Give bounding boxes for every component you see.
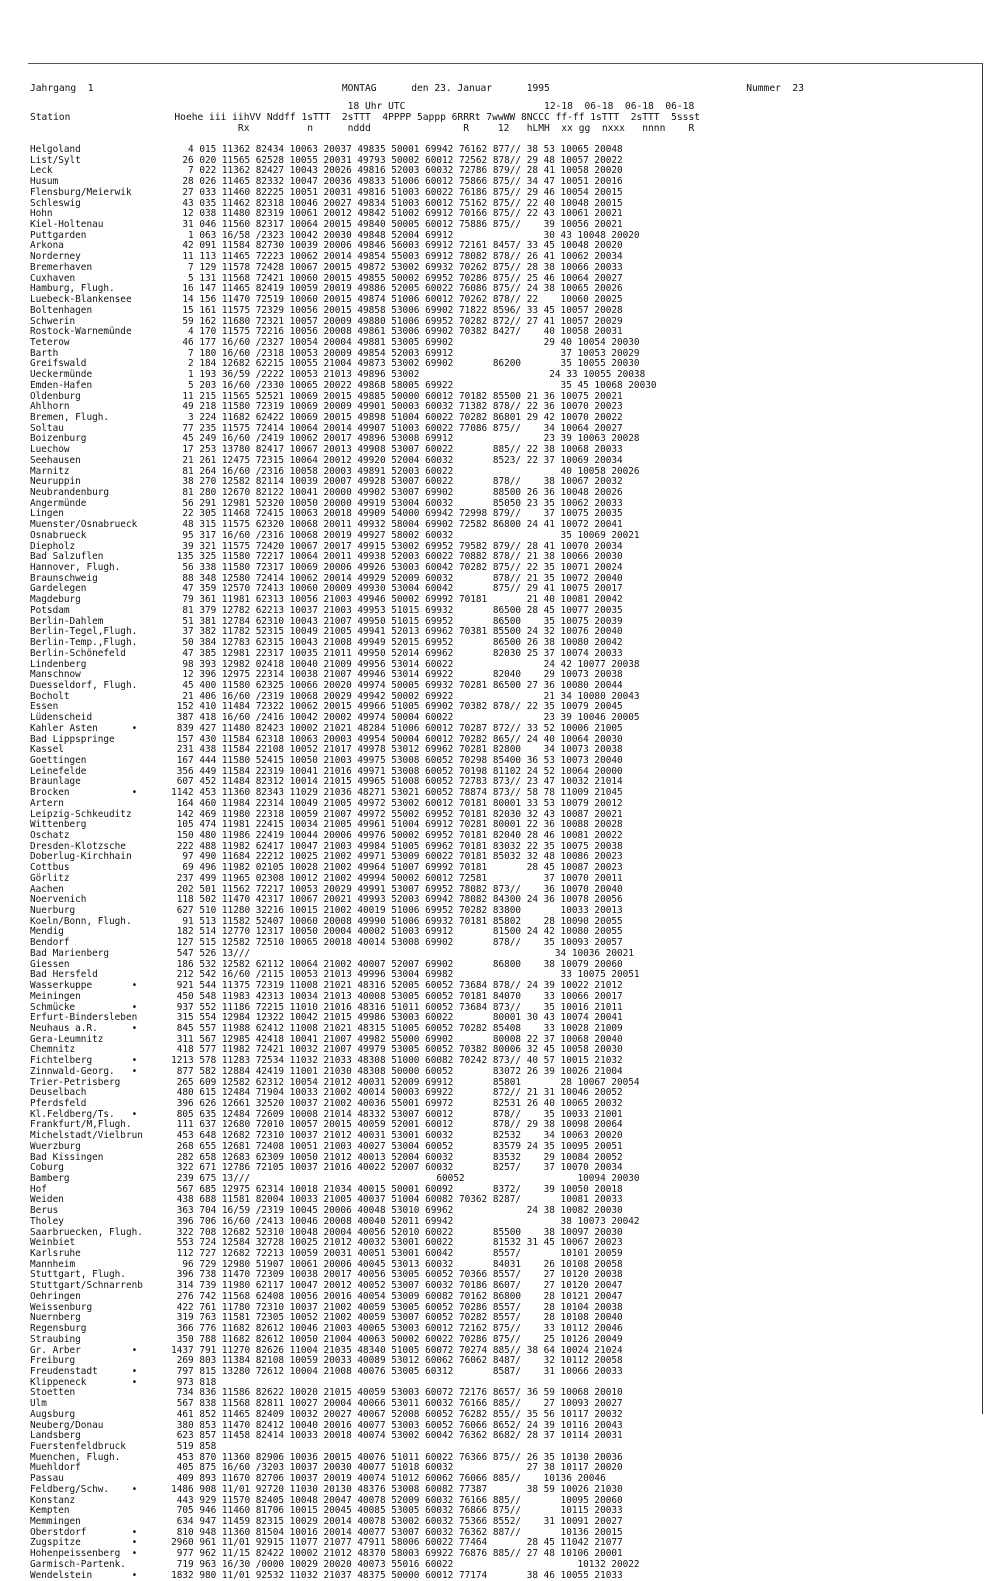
table-row: Aachen 202 501 11562 72217 10053 20029 49991 53007 69952 78082 873// 36 10070 20040 [30, 883, 623, 895]
table-row: Puttgarden 1 063 16/58 /2323 10042 20030 49848 52004 69912 30 43 10048 20020 [30, 229, 640, 241]
table-row: Augsburg 461 852 11465 82409 10032 20027 40067 52008 60052 76282 855// 35 56 10117 20032 [30, 1408, 623, 1420]
table-row: Flensburg/Meierwik 27 033 11460 82225 10051 20031 49816 51003 60022 76186 875// 29 46 10054 20015 [30, 186, 623, 198]
table-row: Neuberg/Donau 380 853 11470 82412 10040 20016 40077 53003 60052 76066 8652/ 24 39 10116 20043 [30, 1419, 623, 1431]
table-row: Cottbus 69 496 11982 02105 10028 21002 49964 51007 69992 70181 28 45 10087 20023 [30, 862, 623, 874]
table-row: Bremerhaven 7 129 11578 72428 10067 20015 49872 53002 69932 70262 875// 28 38 10066 20033 [30, 261, 623, 273]
table-row: Pferdsfeld 396 626 12661 32520 10037 21002 40036 55001 69972 82531 26 40 10065 20032 [30, 1097, 623, 1109]
table-row: Osnabrueck 95 317 16/60 /2316 10068 20019 49927 58002 60032 35 10069 20021 [30, 529, 640, 541]
table-row: Leinefelde 356 449 11584 22319 10041 21016 49971 53008 60052 70198 81102 24 52 10064 20000 [30, 765, 623, 777]
table-row: Kl.Feldberg/Ts. • 805 635 12484 72609 10008 21014 48332 53007 60012 878// 35 10033 21001 [30, 1108, 623, 1120]
table-row: Diepholz 39 321 11575 72420 10067 20017 49915 53002 69952 79582 879// 28 41 10070 20034 [30, 540, 623, 552]
table-row: Boizenburg 45 249 16/60 /2419 10062 20017 49896 53008 69912 23 39 10063 20028 [30, 433, 640, 445]
table-row: Goettingen 167 444 11580 52415 10050 21003 49975 53008 60052 70298 85400 36 53 10073 20040 [30, 754, 623, 766]
table-row: Hannover, Flugh. 56 338 11580 72317 10069 20006 49926 53003 60042 70282 875// 22 35 10071 20024 [30, 562, 623, 574]
table-row: Nuerburg 627 510 11280 32216 10015 21002 40019 51006 69952 70282 83800 10033 20013 [30, 905, 623, 917]
table-row: Seehausen 21 261 12475 72315 10064 20012 49920 52004 60032 8523/ 22 37 10069 20034 [30, 454, 623, 466]
table-row: Oberstdorf • 810 948 11360 81504 10016 20014 40077 53007 60032 76362 887// 10136 20015 [30, 1526, 623, 1538]
table-row: Schwerin 59 162 11680 72321 10057 20009 49880 51006 69952 70282 872// 27 41 10057 20029 [30, 315, 623, 327]
table-row: Magdeburg 79 361 11981 62313 10056 21003 49946 50002 69992 70181 21 40 10081 20042 [30, 594, 623, 606]
table-row: Chemnitz 418 577 11982 72421 10032 21007 49979 53005 60052 70382 80006 32 45 10058 20030 [30, 1044, 623, 1056]
table-row: Kahler Asten • 839 427 11480 82423 10002 21021 48284 51006 60012 70287 872// 33 52 10006 21005 [30, 722, 623, 734]
table-row: Trier-Petrisberg 265 609 12582 62312 10054 21012 40031 52009 69912 85801 28 10067 20054 [30, 1076, 640, 1088]
table-row: Braunschweig 88 348 12580 72414 10062 20014 49929 52009 60032 878// 21 35 10072 20040 [30, 572, 623, 584]
table-row: Marnitz 81 264 16/60 /2316 10058 20003 49891 52003 60022 40 10058 20026 [30, 465, 640, 477]
table-row: Weinbiet 553 724 12584 32728 10025 21012 40032 53001 60022 81532 31 45 10067 20023 [30, 1237, 623, 1249]
table-row: Dresden-Klotzsche 222 488 11982 62417 10047 21003 49984 51005 69962 70181 83032 22 35 10075 20038 [30, 840, 623, 852]
table-row: Muehldorf 405 875 16/60 /3203 10037 20030 40077 51018 60032 27 38 10117 20020 [30, 1462, 623, 1474]
table-row: Greifswald 2 184 12682 62215 10055 21004 49873 53002 69902 86200 35 10055 20030 [30, 358, 640, 370]
table-row: Passau 409 893 11670 82706 10037 20019 40074 51012 60062 76066 885// 10136 20046 [30, 1473, 606, 1485]
table-row: Nuernberg 319 763 11581 72305 10052 21002 40059 53007 60052 70282 8557/ 28 10108 20040 [30, 1312, 623, 1324]
table-row: Leck 7 022 11362 82427 10043 20026 49816 52003 60032 72786 879// 28 41 10058 20020 [30, 165, 623, 177]
table-row: Michelstadt/Vielbrun 453 648 12682 72310 10037 21012 40031 53001 60032 82532 34 10063 20020 [30, 1130, 623, 1142]
table-row: Brocken • 1142 453 11360 82343 11029 21036 48271 53021 60052 78874 873// 58 78 11009 21045 [30, 787, 623, 799]
table-row: Mendig 182 514 12770 12317 10050 20004 40002 51003 69912 81500 24 42 10080 20055 [30, 926, 623, 938]
table-row: Coburg 322 671 12786 72105 10037 21016 40022 52007 60032 8257/ 37 10070 20034 [30, 1162, 623, 1174]
table-row: Tholey 396 706 16/60 /2413 10046 20008 40040 52011 69942 38 10073 20042 [30, 1215, 640, 1227]
table-row: Potsdam 81 379 12782 62213 10037 21003 49953 51015 69932 86500 28 45 10077 20035 [30, 604, 623, 616]
table-row: Boltenhagen 15 161 11575 72329 10056 20015 49858 53006 69902 71822 8596/ 33 45 10057 20028 [30, 304, 623, 316]
table-row: Karlsruhe 112 727 12682 72213 10059 20031 40051 53001 60042 8557/ 10101 20059 [30, 1248, 623, 1260]
table-row: Bendorf 127 515 12582 72510 10065 20018 40014 53008 69902 878// 35 10093 20057 [30, 937, 623, 949]
table-row: Wendelstein • 1832 980 11/01 92532 11032 21037 48375 50000 60012 77174 38 46 10055 21033 [30, 1569, 623, 1581]
table-row: Hohenpeissenberg • 977 962 11/15 82422 10002 21012 48370 58003 69922 76876 885// 27 48 10106 20001 [30, 1548, 623, 1560]
table-row: Luechow 17 253 13780 82417 10067 20013 49908 53007 60022 885// 22 38 10068 20033 [30, 444, 623, 456]
table-row: Ahlhorn 49 218 11580 72319 10069 20009 49901 50003 60032 71382 878// 22 36 10070 20023 [30, 401, 623, 413]
table-row: Freiburg 269 803 11384 82108 10059 20033 40089 53012 60062 76062 8487/ 32 10112 20058 [30, 1355, 623, 1367]
table-row: Freudenstadt • 797 815 13280 72612 10004 21008 40076 53005 60312 8587/ 31 10066 20033 [30, 1365, 623, 1377]
table-row: Angermünde 56 291 12981 52320 10050 20000 49919 53004 60032 85050 23 35 10062 20033 [30, 497, 623, 509]
table-row: Garmisch-Partenk. 719 963 16/30 /0000 10029 20020 40073 55016 60022 10132 20022 [30, 1558, 640, 1570]
table-row: Leipzig-Schkeuditz 142 469 11980 22318 10059 21007 49972 55002 69952 70181 82030 32 43 10087 20021 [30, 808, 623, 820]
table-row: Stoetten 734 836 11586 82622 10020 21015 40059 53003 60072 72176 8657/ 36 59 10068 20010 [30, 1387, 623, 1399]
table-row: Muenster/Osnabrueck 48 315 11575 62320 10068 20011 49932 58004 69902 72582 86800 24 41 10072 20041 [30, 519, 623, 531]
table-row: Duesseldorf, Flugh. 45 400 11580 62325 10066 20020 49974 50005 69932 70281 86500 27 36 10080 20044 [30, 679, 623, 691]
table-row: Stuttgart/Schnarrenb 314 739 11980 62117 10047 20012 40052 53007 60032 70186 8607/ 27 10120 20047 [30, 1280, 623, 1292]
table-row: Cuxhaven 5 131 11568 72421 10060 20015 49855 50002 69952 70286 875// 25 46 10064 20027 [30, 272, 623, 284]
table-row: Bocholt 21 406 16/60 /2319 10068 20029 49942 50002 69922 21 34 10080 20043 [30, 690, 640, 702]
table-row: Memmingen 634 947 11459 82315 10029 20014 40078 53002 60032 75366 8552/ 31 10091 20027 [30, 1516, 623, 1527]
table-row: Bad Marienberg 547 526 13/// 34 10036 20021 [30, 947, 634, 959]
table-row: Regensburg 366 776 11682 82612 10046 21003 40065 53003 60012 72162 875// 33 10112 20046 [30, 1323, 623, 1335]
table-row: Ulm 567 838 11568 82811 10027 20004 40066 53011 60032 76166 885// 27 10093 20027 [30, 1398, 623, 1410]
table-row: Neubrandenburg 81 280 12670 82122 10041 20000 49902 53007 69902 88500 26 36 10048 20026 [30, 487, 623, 498]
table-row: Noervenich 118 502 11470 42317 10067 20021 49993 52003 69942 78082 84300 24 36 10078 20056 [30, 894, 623, 906]
table-row: Berlin-Dahlem 51 381 12784 62310 10043 21007 49950 51015 69952 86500 35 10075 20039 [30, 615, 623, 627]
table-row: Lingen 22 305 11468 72415 10063 20018 49909 54000 69942 72998 879// 37 10075 20035 [30, 508, 623, 520]
table-row: Frankfurt/M,Flugh. 111 637 12680 72010 10057 20015 40059 52001 60012 878// 29 38 10098 20064 [30, 1119, 623, 1131]
table-row: Neuruppin 38 270 12582 82114 10039 20007 49928 53007 60022 878// 38 10067 20032 [30, 476, 623, 488]
table-row: Hamburg, Flugh. 16 147 11465 82419 10059 20019 49886 52005 60022 76086 875// 24 38 10065 20026 [30, 283, 623, 295]
table-row: Husum 28 026 11465 82332 10047 20036 49833 51006 60012 75866 875// 34 47 10051 20016 [30, 176, 623, 188]
table-row: Stuttgart, Flugh. 396 738 11470 72309 10038 20017 40056 53005 60052 70366 8557/ 27 10120 20038 [30, 1269, 623, 1281]
table-row: Koeln/Bonn, Flugh. 91 513 11582 52407 10060 20008 49990 51006 69932 70181 85802 28 10090 20055 [30, 915, 623, 927]
table-row: Wuerzburg 268 655 12681 72408 10051 21003 40027 53004 60052 83579 24 35 10095 20051 [30, 1140, 623, 1152]
table-row: Wittenberg 105 474 11981 22415 10034 21005 49961 51004 69912 70281 80001 22 36 10088 20028 [30, 819, 623, 831]
table-row: Saarbruecken, Flugh. 322 708 12682 52310 10048 20004 40056 52010 60022 85500 38 10097 20030 [30, 1226, 623, 1238]
table-row: Norderney 11 113 11465 72223 10062 20014 49854 55003 69912 78082 878// 26 41 10062 20034 [30, 251, 623, 263]
table-row: Soltau 77 235 11575 72414 10064 20014 49907 51003 60022 77086 875// 34 10064 20027 [30, 422, 623, 434]
table-row: Bamberg 239 675 13/// 60052 10094 20030 [30, 1173, 640, 1184]
table-row: Muenchen, Flugh. 453 870 11360 82906 10036 20015 40076 51011 60022 76366 875// 26 35 10130 20036 [30, 1451, 623, 1463]
table-row: Fichtelberg • 1213 578 11283 72534 11032 21033 48308 51000 60082 70242 873// 40 57 10015 21032 [30, 1055, 623, 1067]
header-line-title: Jahrgang 1 MONTAG den 23. Januar 1995 Nummer 23 [30, 83, 804, 94]
table-row: Zugspitze • 2960 961 11/01 92915 11077 21077 47911 58006 60022 77464 28 45 11042 21077 [30, 1537, 623, 1549]
table-row: Bad Hersfeld 212 542 16/60 /2115 10053 21013 49996 53004 69982 33 10075 20051 [30, 969, 640, 981]
table-row: Klippeneck • 973 818 [30, 1376, 217, 1388]
table-row: Helgoland 4 015 11362 82434 10063 20037 49835 50001 69942 76162 877// 38 53 10065 20048 [30, 144, 623, 155]
table-row: Arkona 42 091 11584 82730 10039 20006 49846 56003 69912 72161 8457/ 33 45 10048 20020 [30, 240, 623, 252]
table-row: Kassel 231 438 11584 22108 10052 21017 49978 53012 69962 70281 82800 34 10073 20038 [30, 744, 623, 756]
table-row: Bremen, Flugh. 3 224 11682 62422 10069 20015 49898 51004 60022 70282 86801 29 42 10070 20022 [30, 411, 623, 423]
table-row: Emden-Hafen 5 203 16/60 /2330 10065 20022 49868 58005 69922 35 45 10068 20030 [30, 379, 657, 391]
table-row: List/Sylt 26 020 11565 62528 10055 20031 49793 50002 60012 72562 878// 29 48 10057 20022 [30, 154, 623, 166]
table-row: Lüdenscheid 387 418 16/60 /2416 10042 20002 49974 50004 60022 23 39 10046 20005 [30, 712, 640, 724]
header-line-units: Rx n nddd R 12 hLMH xx gg nxxx nnnn R [30, 123, 695, 134]
table-row: Lindenberg 98 393 12982 02418 10040 21009 49956 53014 60022 24 42 10077 20038 [30, 658, 640, 670]
table-row: Luebeck-Blankensee 14 156 11470 72519 10060 20015 49874 51006 60012 70262 878// 22 10060 20025 [30, 294, 623, 306]
table-row: Landsberg 623 857 11458 82414 10033 20018 40074 53002 60042 76362 8682/ 28 37 10114 20031 [30, 1430, 623, 1442]
table-row: Neuhaus a.R. • 845 557 11988 62412 11008 21021 48315 51005 60052 70282 85408 33 10028 21009 [30, 1022, 623, 1034]
table-row: Gr. Arber • 1437 791 11270 82626 11004 21035 48340 51005 60072 70274 885// 38 64 10024 21024 [30, 1344, 623, 1356]
table-row: Bad Salzuflen 135 325 11580 72217 10064 20011 49938 52003 60022 70882 878// 21 38 10066 20030 [30, 551, 623, 563]
table-row: Berus 363 704 16/59 /2319 10045 20006 40048 53010 69962 24 38 10082 20030 [30, 1205, 623, 1217]
table-row: Braunlage 607 452 11484 82312 10014 21015 49965 51008 60052 72783 873// 23 47 10032 21014 [30, 776, 623, 788]
table-row: Meiningen 450 548 11983 42313 10034 21013 40008 53005 60052 70181 84070 33 10066 20017 [30, 990, 623, 1002]
table-row: Mannheim 96 729 12980 51907 10061 20006 40045 53013 60032 84031 26 10108 20058 [30, 1258, 623, 1270]
table-row: Fuerstenfeldbruck 519 858 [30, 1440, 217, 1452]
table-row: Kiel-Holtenau 31 046 11560 82317 10064 20015 49840 50005 60012 75886 875// 39 10056 20021 [30, 219, 623, 231]
table-row: Feldberg/Schw. • 1486 908 11/01 92720 11030 20130 48376 53008 60082 77387 38 59 10026 21030 [30, 1483, 623, 1495]
table-row: Ueckermünde 1 193 36/59 /2222 10053 21013 49896 53002 24 33 10055 20038 [30, 369, 646, 381]
table-row: Hohn 12 038 11480 82319 10061 20012 49842 51002 69912 70166 875// 22 43 10061 20021 [30, 208, 623, 220]
table-row: Essen 152 410 11484 72322 10062 20015 49966 51005 69902 70382 878// 22 35 10079 20045 [30, 701, 623, 713]
table-row: Berlin-Schönefeld 47 385 12981 22317 10035 21011 49950 52014 69962 82030 25 37 10074 20033 [30, 647, 623, 659]
table-row: Oschatz 150 480 11986 22419 10044 20006 49976 50002 69952 70181 82040 28 46 10081 20022 [30, 830, 623, 841]
table-row: Weiden 438 688 11581 82004 10033 21005 40037 51004 60082 70362 8287/ 10081 20033 [30, 1194, 623, 1206]
table-row: Wasserkuppe • 921 544 11375 72319 11008 21021 48316 52005 60052 73684 878// 24 39 10022 21012 [30, 980, 623, 992]
table-row: Oehringen 276 742 11568 62408 10056 20016 40054 53009 60082 70162 86800 28 10121 20047 [30, 1290, 623, 1302]
table-row: Artern 164 460 11984 22314 10049 21005 49972 53002 60012 70181 80001 33 53 10079 20012 [30, 797, 623, 809]
table-row: Kempten 705 946 11460 81706 10015 20045 40085 53005 60032 76866 875// 10115 20033 [30, 1505, 623, 1517]
table-row: Konstanz 443 929 11570 82405 10048 20047 40078 52009 60032 76166 885// 10095 20060 [30, 1494, 623, 1506]
header-line-columns: Station Hoehe iii iihVV Nddff 1sTTT 2sTTT 4PPPP 5appp 6RRRt 7wwWW 8NCCC ff-ff 1sTTT 2sTTT 5ssst [30, 112, 701, 123]
table-row: Gardelegen 47 359 12570 72413 10060 20009 49930 53004 60042 875// 29 41 10075 20017 [30, 583, 623, 595]
station-table [30, 145, 657, 1581]
table-row: Hof 567 685 12975 62314 10018 21034 40015 50001 60092 8372/ 39 10050 20018 [30, 1183, 623, 1195]
table-row: Barth 7 180 16/60 /2318 10053 20009 49854 52003 69912 37 10053 20029 [30, 347, 640, 359]
table-row: Bad Lippspringe 157 430 11584 62318 10063 20003 49954 50004 60012 70282 865// 24 40 10064 20030 [30, 733, 623, 745]
table-row: Weissenburg 422 761 11780 72310 10037 21002 40059 53005 60052 70286 8557/ 28 10104 20038 [30, 1301, 623, 1313]
table-row: Zinnwald-Georg. • 877 582 12884 42419 11001 21030 48308 50000 60052 83072 26 39 10026 21004 [30, 1065, 623, 1077]
table-row: Deuselbach 480 615 12484 71904 10033 21002 40014 50003 69922 872// 21 31 10046 20052 [30, 1087, 623, 1099]
table-row: Oldenburg 11 215 11565 52521 10069 20015 49885 50000 60012 70182 85500 21 36 10075 20021 [30, 390, 623, 402]
table-row: Gera-Leumnitz 311 567 12985 42418 10041 21007 49982 55000 69902 80008 22 37 10068 20040 [30, 1033, 623, 1045]
table-row: Bad Kissingen 282 658 12683 62309 10050 21012 40013 52004 60032 83532 29 10084 20052 [30, 1151, 623, 1163]
table-row: Berlin-Tegel,Flugh. 37 382 11782 52315 10049 21005 49941 52013 69962 70381 85500 24 32 10076 20040 [30, 626, 623, 638]
table-row: Straubing 350 788 11682 82612 10050 21004 40063 50002 60022 70286 875// 25 10126 20049 [30, 1333, 623, 1345]
table-row: Berlin-Temp.,Flugh. 50 384 12783 62315 10043 21008 49949 52015 69952 86500 26 38 10080 20042 [30, 637, 623, 649]
table-row: Rostock-Warnemünde 4 170 11575 72216 10056 20008 49861 53006 69902 70382 8427/ 40 10058 20031 [30, 326, 623, 338]
table-row: Doberlug-Kirchhain 97 490 11684 22212 10025 21002 49971 53009 60022 70181 85032 32 48 10086 20023 [30, 851, 623, 863]
table-row: Schleswig 43 035 11462 82318 10046 20027 49834 51003 60012 75162 875// 22 40 10048 20015 [30, 197, 623, 209]
table-row: Manschnow 12 396 12975 22314 10038 21007 49946 53014 69922 82040 29 10073 20038 [30, 669, 623, 681]
table-row: Schmücke • 937 552 11186 72215 11010 21016 48316 51011 60052 73684 873// 35 10016 21011 [30, 1001, 623, 1013]
table-row: Giessen 186 532 12582 62112 10064 21002 40007 52007 69902 86800 38 10079 20060 [30, 958, 623, 970]
header-line-times: 18 Uhr UTC 12-18 06-18 06-18 06-18 [30, 101, 695, 112]
table-row: Teterow 46 177 16/60 /2327 10054 20004 49881 53005 69902 29 40 10054 20030 [30, 336, 640, 348]
table-row: Erfurt-Bindersleben 315 554 12984 12322 10042 21015 49986 53003 60022 80001 30 43 10074 20041 [30, 1012, 623, 1024]
table-row: Görlitz 237 499 11965 02308 10012 21002 49994 50002 60012 72581 37 10070 20011 [30, 872, 623, 884]
